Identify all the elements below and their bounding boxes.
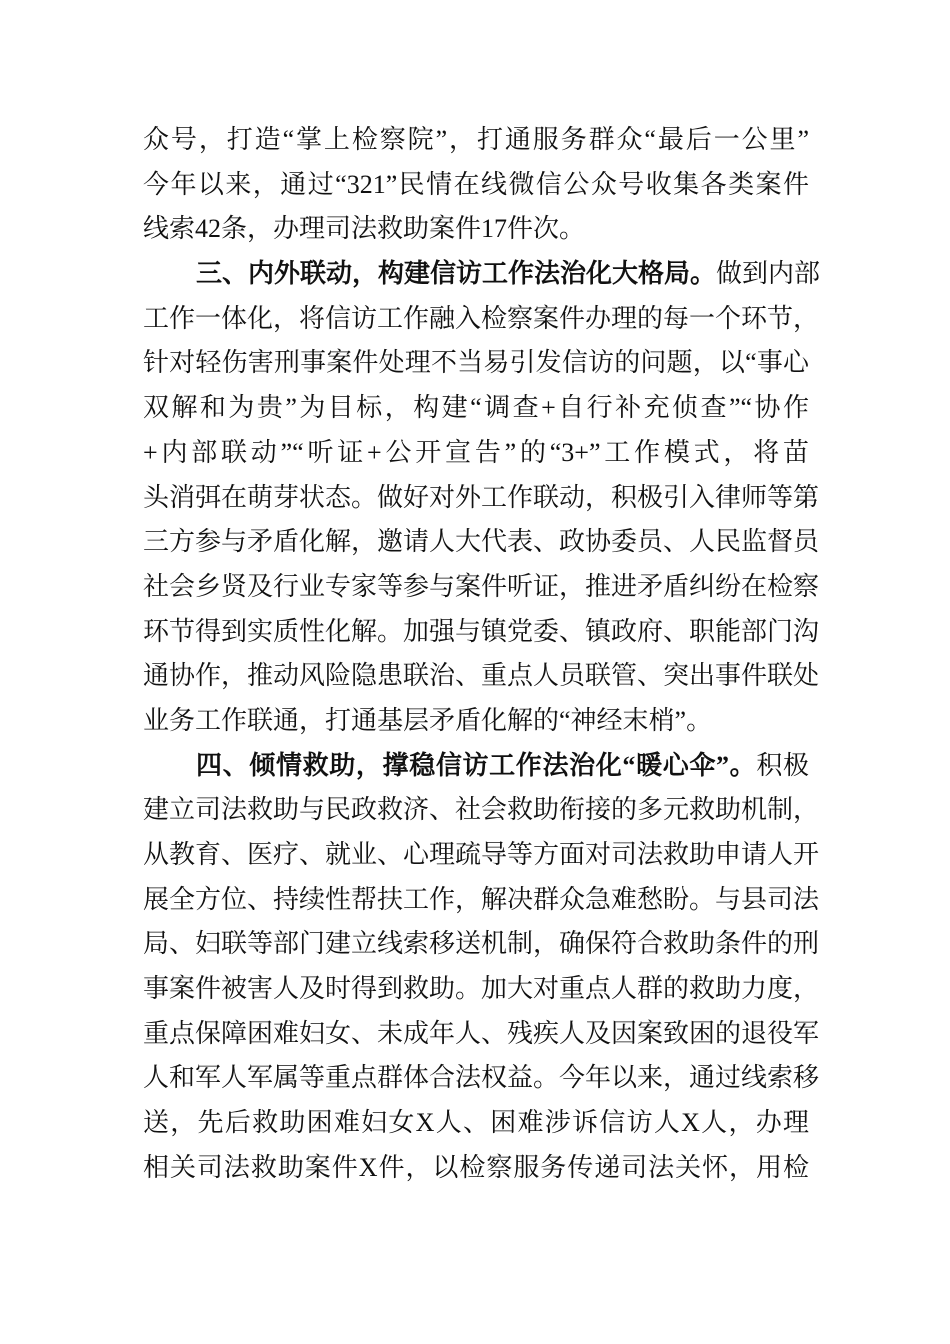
text-line — [143, 699, 809, 744]
text-line — [143, 1101, 809, 1146]
line-text: 众号，打造“掌上检察院”，打通服务群众“最后一公里” — [143, 125, 809, 154]
line-text: 事案件被害人及时得到救助。加大对重点人群的救助力度， — [143, 974, 820, 1004]
section-heading: 三、内外联动，构建信访工作法治化大格局。 — [196, 259, 717, 289]
line-text: 做到内部 — [716, 259, 821, 289]
line-text: 相关司法救助案件X件，以检察服务传递司法关怀，用检 — [143, 1152, 809, 1182]
line-text: 今年以来，通过“321”民情在线微信公众号收集各类案件 — [143, 169, 809, 199]
text-line — [143, 788, 820, 833]
line-text: 社会乡贤及行业专家等参与案件听证，推进矛盾纠纷在检察 — [143, 571, 820, 601]
text-line — [143, 922, 820, 967]
text-line — [143, 476, 820, 521]
text-line — [143, 610, 820, 655]
text-line — [143, 297, 820, 342]
line-text: 线索42条，办理司法救助案件17件次。 — [143, 214, 586, 244]
paragraph — [143, 118, 809, 252]
text-line — [143, 1056, 820, 1101]
line-text: 环节得到实质性化解。加强与镇党委、镇政府、职能部门沟 — [143, 616, 820, 646]
document-page — [143, 118, 821, 1191]
text-line — [143, 1012, 820, 1057]
line-text: 重点保障困难妇女、未成年人、残疾人及因案致困的退役军 — [143, 1018, 820, 1048]
text-line — [143, 431, 809, 476]
line-text: 建立司法救助与民政救济、社会救助衔接的多元救助机制， — [143, 795, 820, 825]
text-line — [143, 520, 820, 565]
paragraph — [143, 744, 820, 1191]
line-text: +内部联动”“听证+公开宣告”的“3+”工作模式，将苗 — [143, 437, 809, 467]
line-text: 业务工作联通，打通基层矛盾化解的“神经末梢”。 — [143, 705, 713, 735]
text-line — [143, 833, 820, 878]
text-line — [143, 163, 809, 208]
line-text: 展全方位、持续性帮扶工作，解决群众急难愁盼。与县司法 — [143, 884, 820, 914]
text-line — [143, 1146, 809, 1191]
line-text: 针对轻伤害刑事案件处理不当易引发信访的问题，以“事心 — [143, 348, 809, 378]
text-line — [143, 744, 809, 789]
line-text: 工作一体化，将信访工作融入检察案件办理的每一个环节， — [143, 303, 820, 333]
line-text: 送，先后救助困难妇女X人、困难涉诉信访人X人，办理 — [143, 1108, 809, 1138]
text-line — [143, 386, 809, 431]
text-line — [143, 252, 821, 297]
text-line — [143, 654, 820, 699]
line-text: 头消弭在萌芽状态。做好对外工作联动，积极引入律师等第 — [143, 482, 820, 512]
line-text: 三方参与矛盾化解，邀请人大代表、政协委员、人民监督员 — [143, 527, 820, 557]
text-line — [143, 341, 809, 386]
text-line — [143, 878, 820, 923]
paragraph — [143, 252, 821, 744]
line-text: 双解和为贵”为目标，构建“调查+自行补充侦查”“协作 — [143, 393, 809, 423]
line-text: 人和军人军属等重点群体合法权益。今年以来，通过线索移 — [143, 1063, 820, 1093]
text-line — [143, 565, 820, 610]
text-line — [143, 967, 820, 1012]
line-text: 积极 — [756, 750, 809, 780]
section-heading: 四、倾情救助，撑稳信访工作法治化“暖心伞”。 — [196, 750, 757, 780]
line-text: 通协作，推动风险隐患联治、重点人员联管、突出事件联处 — [143, 661, 820, 691]
text-line — [143, 118, 809, 163]
line-text: 局、妇联等部门建立线索移送机制，确保符合救助条件的刑 — [143, 929, 820, 959]
text-line — [143, 207, 809, 252]
line-text: 从教育、医疗、就业、心理疏导等方面对司法救助申请人开 — [143, 840, 820, 869]
